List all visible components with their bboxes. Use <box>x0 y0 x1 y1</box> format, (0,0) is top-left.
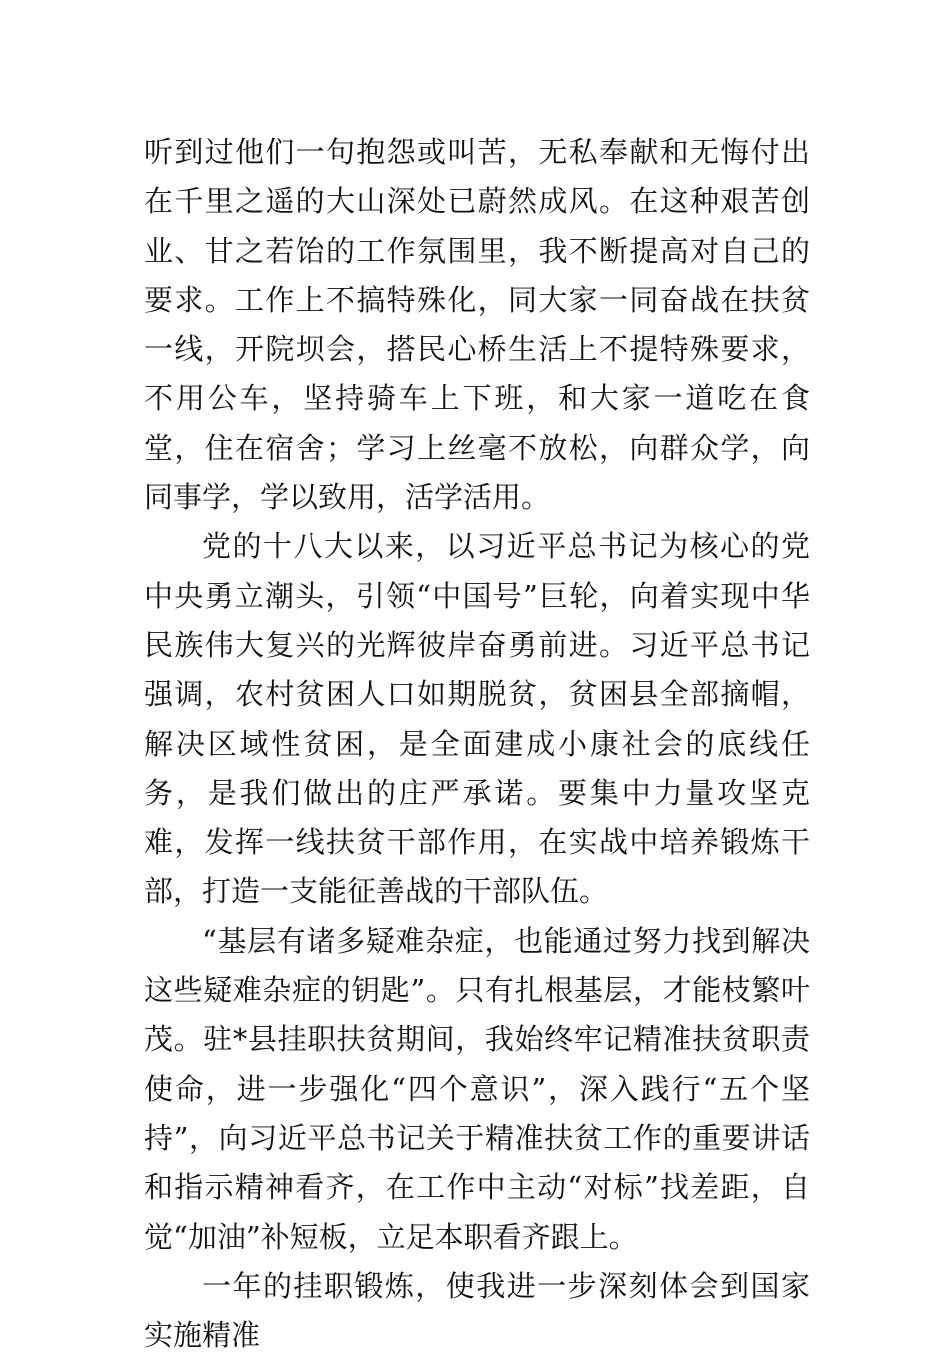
paragraph: 一年的挂职锻炼，使我进一步深刻体会到国家实施精准 <box>144 1268 810 1353</box>
paragraph-continued: 听到过他们一句抱怨或叫苦，无私奉献和无悔付出在千里之遥的大山深处已蔚然成风。在这种艰苦创业、甘之若饴的工作氛围里，我不断提高对自己的要求。工作上不搞特殊化，同大家一同奋战在扶贫一线，开院坝会，搭民心桥生活上不提特殊要求，不用公车，坚持骑车上下班，和大家一道吃在食堂，住在宿舍；学习上丝毫不放松，向群众学，向同事学，学以致用，活学活用。 <box>144 135 810 515</box>
paragraph: 党的十八大以来，以习近平总书记为核心的党中央勇立潮头，引领“中国号”巨轮，向着实现中华民族伟大复兴的光辉彼岸奋勇前进。习近平总书记强调，农村贫困人口如期脱贫，贫困县全部摘帽，解决区域性贫困，是全面建成小康社会的底线任务，是我们做出的庄严承诺。要集中力量攻坚克难，发挥一线扶贫干部作用，在实战中培养锻炼干部，打造一支能征善战的干部队伍。 <box>144 529 810 909</box>
body-text <box>144 128 810 1360</box>
paragraph: “基层有诸多疑难杂症，也能通过努力找到解决这些疑难杂症的钥匙”。只有扎根基层，才能枝繁叶茂。驻*县挂职扶贫期间，我始终牢记精准扶贫职责使命，进一步强化“四个意识”，深入践行“五个坚持”，向习近平总书记关于精准扶贫工作的重要讲话和指示精神看齐，在工作中主动“对标”找差距，自觉“加油”补短板，立足本职看齐跟上。 <box>144 923 810 1254</box>
